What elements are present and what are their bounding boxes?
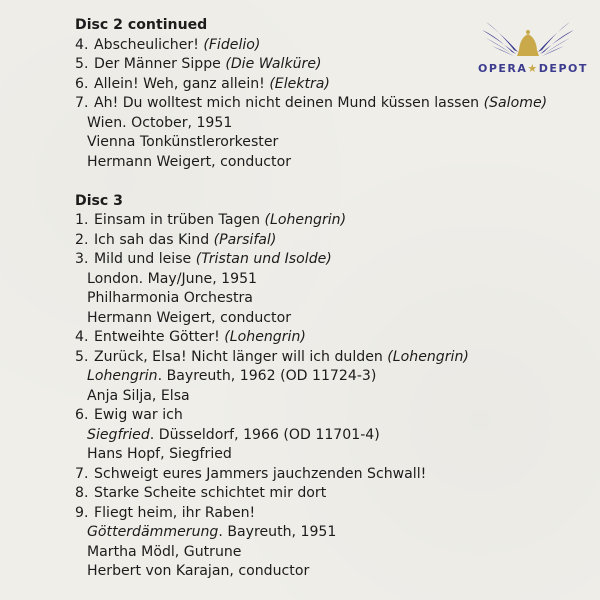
recording-info: Lohengrin. Bayreuth, 1962 (OD 11724-3) — [87, 368, 377, 384]
track-item: 8. Starke Scheite schichtet mir dort — [75, 485, 327, 501]
disc-3-heading: Disc 3 — [75, 192, 123, 209]
disc-2-heading: Disc 2 continued — [75, 17, 208, 33]
track-item: 4. Abscheulicher! (Fidelio) — [75, 36, 261, 53]
track-item: 7. Schweigt eures Jammers jauchzenden Schwall! — [75, 465, 427, 482]
recording-info: Götterdämmerung. Bayreuth, 1951 — [87, 524, 337, 540]
recording-info: Hermann Weigert, conductor — [87, 153, 291, 170]
recording-info: Hermann Weigert, conductor — [87, 309, 291, 326]
recording-info: Siegfried. Düsseldorf, 1966 (OD 11701-4) — [87, 426, 380, 443]
track-item: 5. Zurück, Elsa! Nicht länger will ich dulden (Lohengrin) — [75, 348, 469, 365]
cast-info: Hans Hopf, Siegfried — [87, 446, 232, 462]
track-item: 3. Mild und leise (Tristan und Isolde) — [75, 251, 332, 267]
cast-info: Herbert von Karajan, conductor — [87, 563, 310, 579]
track-item: 2. Ich sah das Kind (Parsifal) — [75, 231, 277, 248]
track-item: 6. Ewig war ich — [75, 407, 183, 423]
logo-text: OPERA★DEPOT — [478, 62, 588, 75]
track-listing — [75, 16, 588, 582]
track-item: 4. Entweihte Götter! (Lohengrin) — [75, 329, 306, 345]
cast-info: Martha Mödl, Gutrune — [87, 543, 242, 560]
recording-info: Vienna Tonkünstlerorkester — [87, 134, 279, 150]
recording-info: Wien. October, 1951 — [87, 114, 233, 131]
track-item: 7. Ah! Du wolltest mich nicht deinen Mund küssen lassen (Salome) — [75, 95, 548, 111]
track-item: 9. Fliegt heim, ihr Raben! — [75, 504, 256, 521]
track-item: 1. Einsam in trüben Tagen (Lohengrin) — [75, 212, 347, 228]
recording-info: London. May/June, 1951 — [87, 270, 258, 287]
track-item: 5. Der Männer Sippe (Die Walküre) — [75, 56, 322, 72]
track-item: 6. Allein! Weh, ganz allein! (Elektra) — [75, 75, 330, 92]
recording-info: Philharmonia Orchestra — [87, 290, 253, 306]
cast-info: Anja Silja, Elsa — [87, 387, 190, 404]
